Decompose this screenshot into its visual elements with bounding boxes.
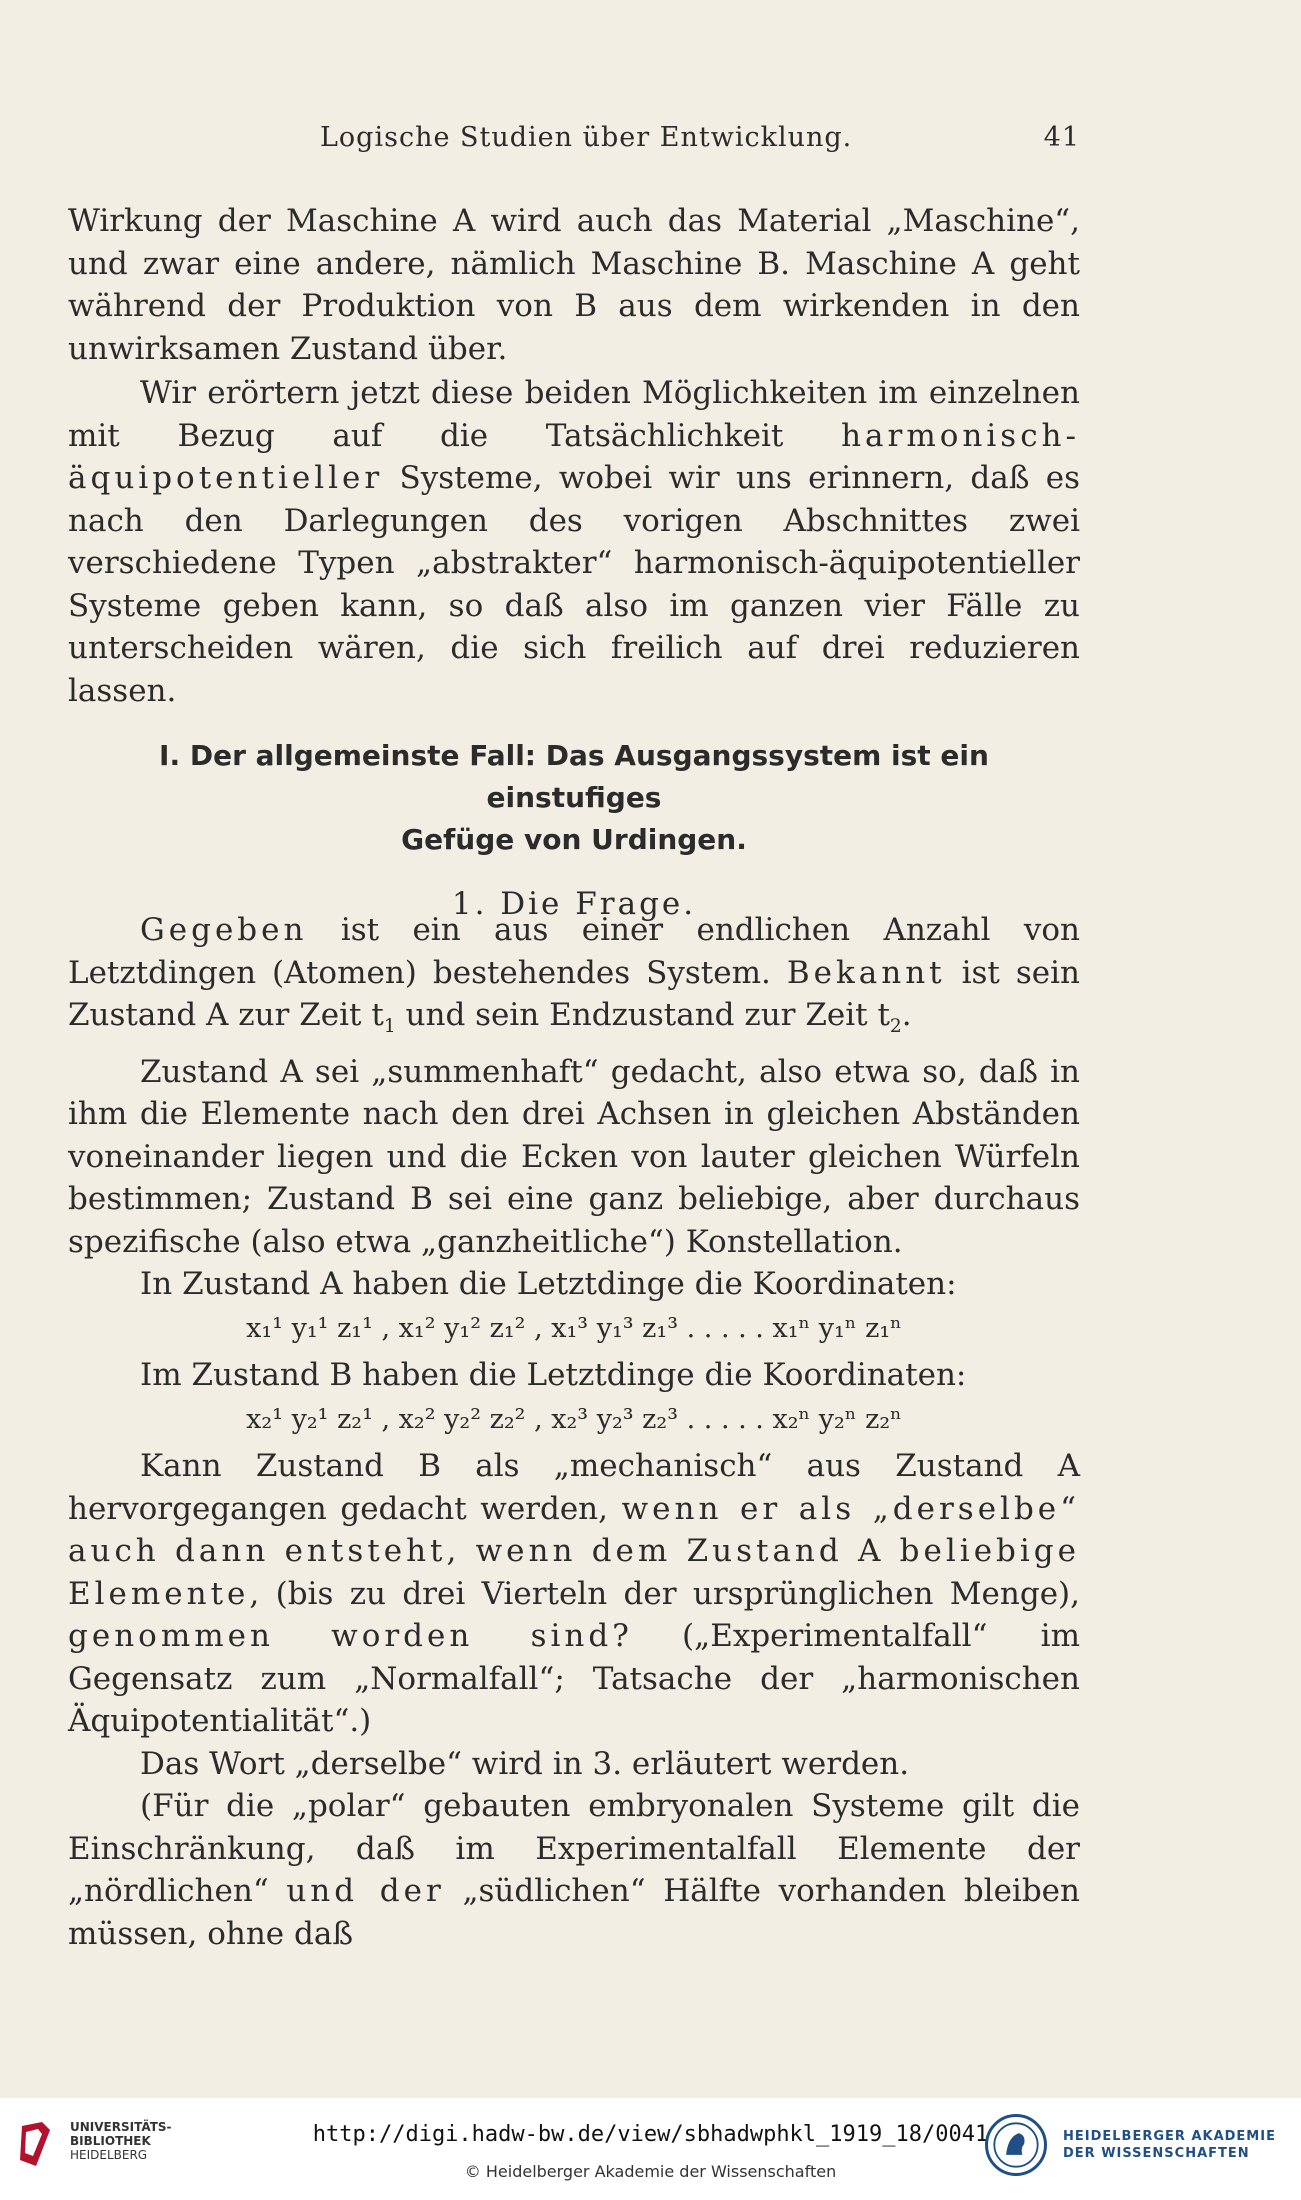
- paragraph-2-text-a: Wir erörtern jetzt diese beiden Möglichkeiten im einzelnen mit Bezug auf die Tatsächlichkeit: [68, 375, 1080, 454]
- paragraph-3-text-c: und sein Endzustand zur Zeit t: [395, 997, 890, 1033]
- paragraph-3-text-d: .: [901, 997, 912, 1033]
- paragraph-3: [68, 909, 1080, 1049]
- paragraph-9-text-a: (Für die „polar“ gebauten embryonalen Systeme gilt die Einschränkung, daß im Experimentalfall Elemente der „nördlichen“: [68, 1788, 1080, 1910]
- source-url-link[interactable]: http://digi.hadw-bw.de/view/sbhadwphkl_1919_18/0041: [312, 2122, 989, 2147]
- subscript-2: 2: [889, 1016, 902, 1038]
- paragraph-7-spaced-1: wenn er als „derselbe“ auch dann entsteht, wenn dem Zustand A beliebige Elemente: [68, 1490, 1080, 1612]
- footer-bar: [0, 2098, 1301, 2200]
- section-heading-line-2: Gefüge von Urdingen.: [401, 823, 747, 856]
- library-name-line-2: BIBLIOTHEK: [70, 2134, 151, 2148]
- paragraph-3-text-a: ist ein aus einer endlichen Anzahl von Letztdingen (Atomen) bestehendes System.: [68, 912, 1080, 991]
- academy-logo[interactable]: [985, 2114, 1285, 2178]
- paragraph-1: Wirkung der Maschine A wird auch das Material „Maschine“, und zwar eine andere, nämlich Maschine B. Maschine A geht während der Produktion von B aus dem wirkenden in den unwirksamen Zustand über.: [68, 203, 1080, 367]
- library-name-line-3: HEIDELBERG: [70, 2148, 148, 2162]
- paragraph-6: Im Zustand B haben die Letztdinge die Koordinaten:: [140, 1357, 967, 1394]
- academy-name: [1063, 2128, 1276, 2162]
- page-number: 41: [1043, 122, 1080, 153]
- paragraph-9-spaced: und der: [286, 1873, 445, 1910]
- paragraph-9-text-b: „südlichen“ Hälfte vorhanden bleiben müssen, ohne daß: [68, 1873, 1080, 1952]
- body-text-bottom: [68, 909, 1080, 1955]
- paragraph-7: [68, 1445, 1080, 1743]
- coordinates-a: x₁¹ y₁¹ z₁¹ , x₁² y₁² z₁² , x₁³ y₁³ z₁³ . . . . . x₁ⁿ y₁ⁿ z₁ⁿ: [246, 1312, 902, 1344]
- library-name-line-1: UNIVERSITÄTS-: [70, 2120, 172, 2134]
- paragraph-7-text-c: ? („Experimentalfall“ im Gegensatz zum „Normalfall“; Tatsache der „harmonischen Äquipotentialität“.): [68, 1618, 1080, 1740]
- academy-seal-icon: [985, 2114, 1047, 2176]
- copyright-text: © Heidelberger Akademie der Wissenschaften: [464, 2162, 837, 2181]
- paragraph-4: Zustand A sei „summenhaft“ gedacht, also etwa so, daß in ihm die Elemente nach den drei Achsen in gleichen Abständen voneinander liegen und die Ecken von lauter gleichen Würfeln bestimmen; Zustand B sei eine ganz beliebige, aber durchaus spezifische (also etwa „ganzheitliche“) Konstellation.: [68, 1053, 1080, 1260]
- paragraph-2-spaced: harmonisch-äquipotentieller: [68, 417, 1080, 496]
- academy-name-line-1: HEIDELBERGER AKADEMIE: [1063, 2129, 1276, 2144]
- paragraph-8: Das Wort „derselbe“ wird in 3. erläutert werden.: [140, 1745, 910, 1782]
- section-heading-line-1: I. Der allgemeinste Fall: Das Ausgangssystem ist ein einstufiges: [159, 739, 989, 814]
- paragraph-2: [68, 372, 1080, 712]
- paragraph-9: [68, 1785, 1080, 1955]
- paragraph-3-spaced-1: Gegeben: [140, 912, 308, 948]
- paragraph-2-text-b: Systeme, wobei wir uns erinnern, daß es nach den Darlegungen des vorigen Abschnittes zwei verschiedene Typen „abstrakter“ harmonisch-äquipotentieller Systeme geben kann, so daß also im ganzen vier Fälle zu unterscheiden wären, die sich freilich auf drei reduzieren lassen.: [68, 460, 1080, 709]
- paragraph-3-text-b: ist sein Zustand A zur Zeit t: [68, 954, 1081, 1033]
- paragraph-7-spaced-2: genommen worden sind: [68, 1618, 613, 1655]
- running-head-title: Logische Studien über Entwicklung.: [320, 122, 853, 153]
- paragraph-3-spaced-2: Bekannt: [786, 954, 946, 991]
- subscript-1: 1: [383, 1016, 396, 1038]
- subheading: 1. Die Frage.: [451, 886, 697, 922]
- paragraph-7-text-b: , (bis zu drei Vierteln der ursprünglichen Menge),: [249, 1575, 1080, 1612]
- coordinates-b: x₂¹ y₂¹ z₂¹ , x₂² y₂² z₂² , x₂³ y₂³ z₂³ . . . . . x₂ⁿ y₂ⁿ z₂ⁿ: [246, 1403, 902, 1435]
- paragraph-5: In Zustand A haben die Letztdinge die Koordinaten:: [140, 1266, 957, 1303]
- body-text-top: [68, 200, 1080, 712]
- section-heading-block: [68, 735, 1080, 926]
- academy-name-line-2: DER WISSENSCHAFTEN: [1063, 2146, 1250, 2161]
- paragraph-7-text-a: Kann Zustand B als „mechanisch“ aus Zustand A hervorgegangen gedacht werden,: [68, 1448, 1080, 1527]
